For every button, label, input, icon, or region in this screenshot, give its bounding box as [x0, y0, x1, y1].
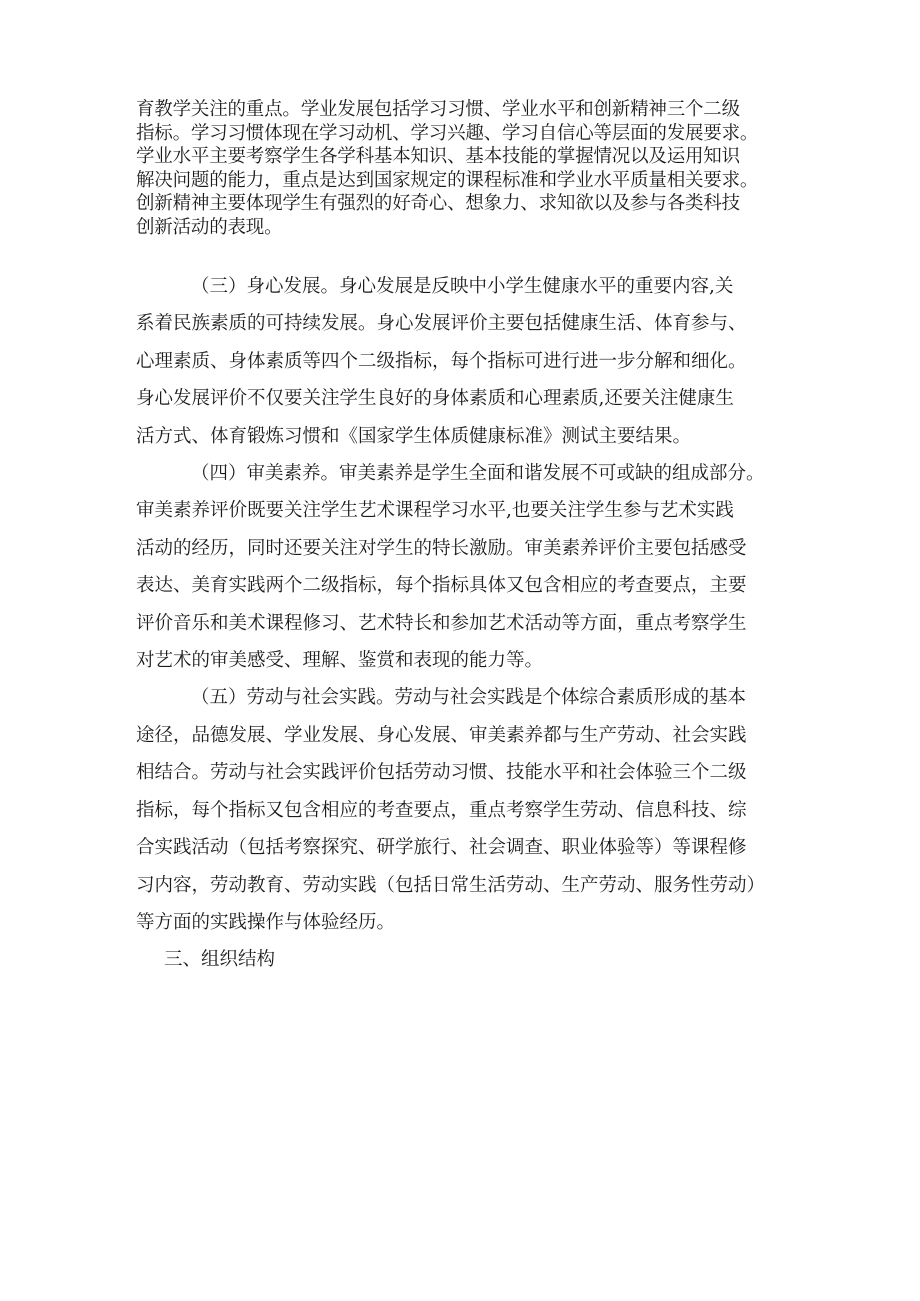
text-line: 创新活动的表现。 [136, 216, 283, 238]
text-line: （三）身心发展。身心发展是反映中小学生健康水平的重要内容,关 [191, 276, 734, 297]
text-line: 创新精神主要体现学生有强烈的好奇心、想象力、求知欲以及参与各类科技 [136, 193, 740, 214]
paragraph-academic-development [136, 98, 796, 239]
text-line: 身心发展评价不仅要关注学生良好的身体素质和心理素质,还要关注健康生 [136, 388, 734, 410]
text-line: 审美素养评价既要关注学生艺术课程学习水平,也要关注学生参与艺术实践 [136, 500, 734, 522]
paragraph-aesthetic-literacy [136, 455, 796, 679]
text-line: 习内容，劳动教育、劳动实践（包括日常生活劳动、生产劳动、服务性劳动） [136, 874, 766, 896]
text-line: 心理素质、身体素质等四个二级指标，每个指标可进行进一步分解和细化。 [136, 350, 747, 372]
paragraph-labor-social-practice [136, 679, 796, 941]
text-line: 指标。学习习惯体现在学习动机、学习兴趣、学习自信心等层面的发展要求。 [136, 122, 759, 144]
text-line: （四）审美素养。审美素养是学生全面和谐发展不可或缺的组成部分。 [191, 463, 765, 485]
body-text [136, 268, 796, 979]
text-line: 学业水平主要考察学生各学科基本知识、基本技能的掌握情况以及运用知识 [136, 146, 740, 167]
text-line: 指标，每个指标又包含相应的考查要点，重点考察学生劳动、信息科技、综 [136, 799, 747, 821]
text-line: 合实践活动（包括考察探究、研学旅行、社会调查、职业体验等）等课程修 [136, 837, 747, 859]
text-line: 相结合。劳动与社会实践评价包括劳动习惯、技能水平和社会体验三个二级 [136, 762, 747, 784]
paragraph-physical-mental-development [136, 268, 796, 455]
text-line: （五）劳动与社会实践。劳动与社会实践是个体综合素质形成的基本 [191, 687, 747, 709]
section-heading: 三、组织结构 [164, 949, 276, 971]
text-line: 评价音乐和美术课程修习、艺术特长和参加艺术活动等方面，重点考察学生 [136, 612, 747, 634]
text-line: 解决问题的能力，重点是达到国家规定的课程标准和学业水平质量相关要求。 [136, 169, 759, 191]
text-line: 表达、美育实践两个二级指标，每个指标具体又包含相应的考查要点，主要 [136, 575, 747, 597]
text-line: 途径，品德发展、学业发展、身心发展、审美素养都与生产劳动、社会实践 [136, 724, 747, 746]
text-line: 育教学关注的重点。学业发展包括学习习惯、学业水平和创新精神三个二级 [136, 99, 740, 120]
text-line: 系着民族素质的可持续发展。身心发展评价主要包括健康生活、体育参与、 [136, 313, 747, 335]
text-line: 对艺术的审美感受、理解、鉴赏和表现的能力等。 [136, 650, 544, 672]
text-line: 活方式、体育锻炼习惯和《国家学生体质健康标准》测试主要结果。 [136, 425, 692, 447]
text-line: 等方面的实践操作与体验经历。 [136, 911, 396, 933]
text-line: 活动的经历，同时还要关注对学生的特长激励。审美素养评价主要包括感受 [136, 537, 747, 559]
